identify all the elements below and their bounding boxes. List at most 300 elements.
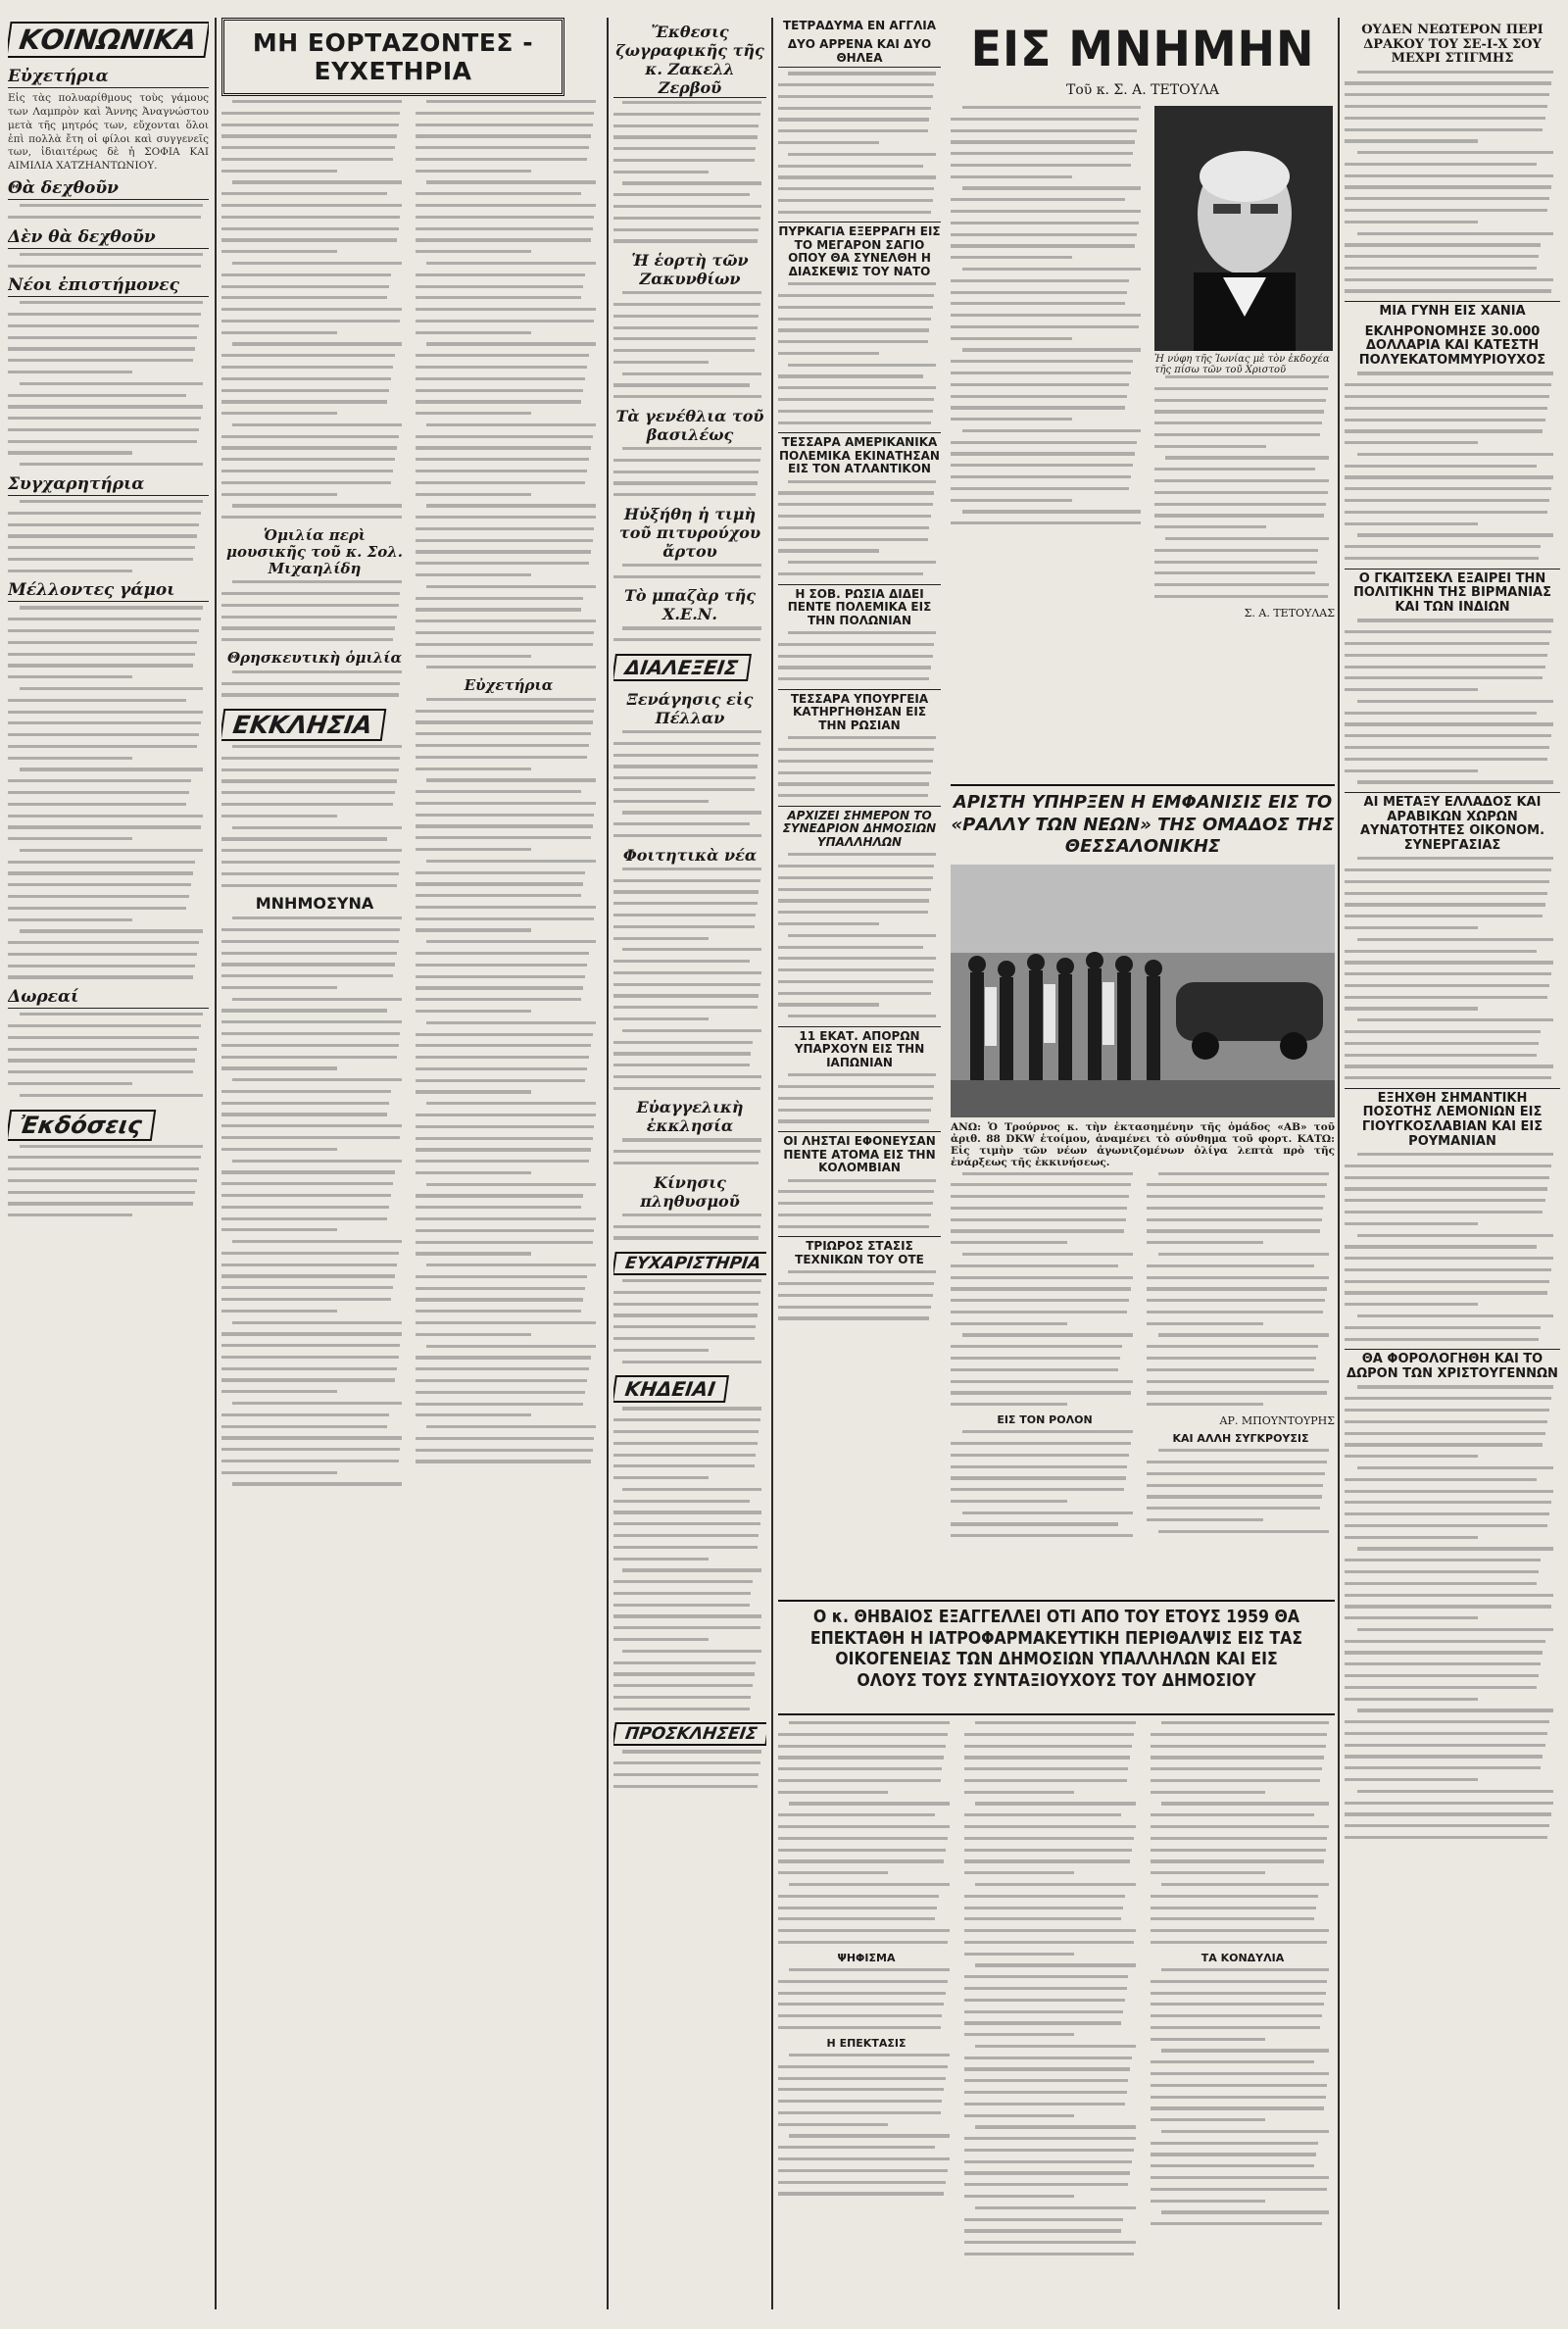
text-line: [1147, 1507, 1320, 1510]
text-line: [1154, 503, 1326, 506]
text-line: [416, 227, 593, 230]
text-line: [221, 1390, 337, 1393]
text-line: [1345, 688, 1478, 691]
text-line: [416, 1379, 587, 1382]
text-line: [20, 1094, 203, 1097]
text-line: [221, 1009, 387, 1012]
text-line: [221, 1460, 399, 1462]
body-text: [1147, 1172, 1335, 1407]
body-text: [778, 1073, 941, 1122]
text-line: [1154, 561, 1317, 564]
text-line: [416, 597, 583, 600]
text-line: [622, 1138, 761, 1141]
text-line: [1151, 2038, 1265, 2041]
text-line: [416, 124, 593, 126]
text-line: [416, 539, 593, 542]
text-line: [1345, 407, 1547, 410]
text-line: [1345, 465, 1537, 468]
text-line: [778, 1202, 933, 1205]
text-line: [613, 337, 756, 340]
column-nameday: [221, 18, 602, 2309]
text-line: [221, 1378, 395, 1381]
text-line: [613, 1511, 761, 1513]
text-line: [778, 876, 933, 879]
text-line: [962, 348, 1141, 351]
headline: Ο ΓΚΑΙΤΣΕΚΛ ΕΞΑΙΡΕΙ ΤΗΝ ΠΟΛΙΤΙΚΗΝ ΤΗΣ ΒΙΡΜΑΝΙΑΣ ΚΑΙ ΤΩΝ ΙΝΔΙΩΝ: [1345, 569, 1560, 616]
text-line: [8, 428, 199, 431]
text-line: [1345, 128, 1543, 131]
text-line: [416, 768, 531, 770]
text-line: [1345, 1303, 1478, 1306]
text-line: [416, 871, 585, 874]
text-line: [416, 756, 587, 759]
text-line: [778, 1907, 937, 1909]
text-line: [416, 1367, 589, 1370]
text-line: [613, 349, 755, 352]
invitations-heading: ΠΡΟΣΚΛΗΣΕΙΣ: [613, 1722, 766, 1746]
text-line: [951, 1465, 1127, 1468]
text-line: [221, 1298, 391, 1301]
text-line: [1345, 1802, 1553, 1805]
text-line: [1357, 1547, 1553, 1550]
rally-image: [951, 865, 1335, 1117]
body-text: [1345, 857, 1560, 1079]
text-line: [951, 1195, 1129, 1198]
text-line: [1147, 1195, 1325, 1198]
text-line: [221, 872, 399, 875]
text-line: [221, 779, 397, 782]
text-line: [1151, 1859, 1324, 1862]
text-line: [8, 803, 186, 806]
text-line: [788, 1179, 936, 1182]
text-line: [1345, 961, 1553, 964]
text-line: [221, 192, 387, 195]
text-line: [1345, 630, 1551, 633]
text-line: [232, 745, 402, 748]
text-line: [1151, 2164, 1314, 2167]
text-line: [416, 238, 591, 241]
text-line: [426, 423, 596, 426]
text-line: [622, 1029, 761, 1032]
text-line: [778, 398, 934, 401]
text-line: [1345, 1490, 1553, 1493]
text-line: [613, 1349, 709, 1352]
text-line: [8, 359, 193, 362]
text-line: [8, 1179, 197, 1182]
section-heading: ΜΝΗΜΟΣΥΝΑ: [255, 894, 374, 914]
text-line: [232, 998, 402, 1001]
text-line: [622, 564, 761, 567]
text-line: [778, 421, 931, 424]
text-line: [1161, 2049, 1329, 2052]
text-line: [951, 372, 1131, 374]
text-line: [221, 308, 402, 311]
text-line: [1345, 1755, 1543, 1758]
text-line: [232, 504, 402, 507]
text-line: [8, 451, 132, 454]
text-line: [613, 1325, 756, 1328]
text-line: [962, 1172, 1134, 1175]
text-line: [416, 296, 581, 299]
text-line: [613, 1672, 755, 1675]
text-line: [221, 693, 399, 696]
subheading: Η ΕΠΕΚΤΑΣΙΣ: [826, 2036, 906, 2050]
text-line: [1345, 1211, 1543, 1214]
text-line: [788, 1073, 936, 1076]
text-line: [1345, 93, 1549, 96]
text-line: [1151, 2003, 1324, 2006]
text-line: [221, 1425, 387, 1428]
text-line: [8, 733, 199, 736]
text-line: [951, 1276, 1133, 1279]
text-line: [1147, 1345, 1318, 1348]
text-line: [613, 1464, 755, 1467]
text-line: [1357, 1234, 1553, 1237]
text-line: [778, 2181, 946, 2184]
text-line: [416, 308, 596, 311]
text-line: [1151, 1825, 1329, 1828]
text-line: [1345, 1605, 1551, 1608]
text-line: [232, 180, 402, 183]
headline: ΤΕΣΣΑΡΑ ΑΜΕΡΙΚΑΝΙΚΑ ΠΟΛΕΜΙΚΑ ΕΚΙΝΑΤΗΣΑΝ ΕΙΣ ΤΟΝ ΑΤΛΑΝΤΙΚΟΝ: [778, 432, 941, 475]
text-line: [778, 1859, 944, 1862]
text-line: [1345, 1432, 1545, 1435]
text-line: [1345, 1651, 1543, 1654]
text-line: [1345, 868, 1551, 871]
body-text: [778, 2054, 955, 2196]
text-line: [1357, 1018, 1553, 1021]
text-line: [221, 1228, 337, 1231]
text-line: [8, 570, 132, 572]
text-line: [1161, 1968, 1329, 1971]
text-line: [1345, 499, 1549, 502]
section-heading: Νέοι ἐπιστήμονες: [8, 275, 209, 297]
text-line: [232, 1482, 402, 1485]
section-heading: Εὐαγγελικὴ ἐκκλησία: [636, 1098, 744, 1136]
text-line: [1147, 1311, 1323, 1313]
text-line: [416, 1391, 585, 1394]
body-text: [613, 291, 766, 398]
text-line: [1151, 1929, 1329, 1932]
text-line: [778, 1849, 946, 1852]
text-line: [964, 1779, 1127, 1782]
text-line: [778, 1119, 929, 1122]
text-line: [221, 592, 400, 595]
text-line: [1345, 117, 1545, 120]
section-heading: Τὰ γενέθλια τοῦ βασιλέως: [615, 406, 764, 444]
text-line: [951, 152, 1133, 155]
text-line: [8, 347, 195, 350]
nameday-title: ΜΗ ΕΟΡΤΑΖΟΝΤΕΣ - ΕΥΧΕΤΗΡΙΑ: [221, 18, 564, 96]
text-line: [8, 815, 203, 818]
portrait-image: [1154, 106, 1333, 351]
headline: ΠΥΡΚΑΓΙΑ ΕΞΕΡΡΑΓΗ ΕΙΣ ΤΟ ΜΕΓΑΡΟΝ ΣΑΓΙΟ ΟΠΟΥ ΘΑ ΣΥΝΕΛΘΗ Η ΔΙΑΣΚΕΨΙΣ ΤΟΥ ΝΑΤΟ: [778, 222, 941, 278]
text-line: [951, 360, 1133, 363]
text-line: [8, 1048, 197, 1051]
text-line: [951, 1380, 1133, 1383]
text-line: [613, 1580, 753, 1583]
text-line: [778, 888, 931, 891]
text-line: [778, 2026, 941, 2029]
headline: ΘΑ ΦΟΡΟΛΟΓΗΘΗ ΚΑΙ ΤΟ ΔΩΡΟΝ ΤΩΝ ΧΡΙΣΤΟΥΓΕΝΝΩΝ: [1345, 1349, 1560, 1381]
text-line: [416, 836, 591, 839]
text-line: [951, 1357, 1120, 1360]
text-line: [1357, 1314, 1553, 1317]
text-line: [1345, 243, 1541, 246]
body-text: [221, 745, 408, 887]
text-line: [221, 757, 400, 760]
text-line: [778, 1756, 944, 1759]
text-line: [8, 534, 197, 537]
text-line: [951, 337, 1072, 340]
text-line: [20, 1013, 203, 1016]
text-line: [8, 1167, 199, 1170]
text-line: [221, 146, 395, 149]
text-line: [1154, 468, 1315, 471]
text-line: [613, 159, 755, 162]
text-line: [221, 124, 399, 126]
text-line: [1345, 1042, 1539, 1045]
text-line: [964, 2021, 1121, 2024]
text-line: [778, 1895, 939, 1898]
text-line: [951, 314, 1141, 317]
text-line: [613, 1684, 753, 1687]
text-line: [1345, 1065, 1553, 1067]
text-line: [221, 285, 389, 288]
text-line: [8, 1036, 199, 1039]
headline: ΔΥΟ ΑΡΡΕΝΑ ΚΑΙ ΔΥΟ ΘΗΛΕΑ: [778, 38, 941, 68]
text-line: [416, 1413, 531, 1416]
text-line: [613, 1052, 751, 1055]
subheading: ΨΗΦΙΣΜΑ: [837, 1951, 896, 1964]
text-line: [778, 1779, 941, 1782]
column-rule: [215, 18, 217, 2309]
healthcare-article: [778, 1721, 1335, 2309]
text-line: [221, 112, 400, 115]
text-line: [622, 372, 761, 375]
text-line: [788, 561, 936, 564]
text-line: [951, 140, 1135, 143]
text-line: [1345, 185, 1551, 188]
body-text: [416, 698, 602, 1463]
text-line: [613, 1162, 759, 1164]
text-line: [962, 106, 1141, 109]
text-line: [778, 1214, 931, 1216]
text-line: [613, 1661, 756, 1664]
text-line: [1345, 1536, 1478, 1539]
text-line: [778, 107, 931, 110]
text-line: [1345, 1524, 1547, 1527]
text-line: [964, 2137, 1136, 2140]
text-line: [951, 1207, 1127, 1210]
text-line: [778, 1941, 948, 1944]
text-line: [1147, 1518, 1263, 1521]
text-line: [221, 331, 337, 334]
text-line: [778, 374, 923, 377]
text-line: [8, 653, 195, 656]
text-line: [613, 1626, 760, 1629]
text-line: [613, 205, 761, 208]
text-line: [613, 1614, 761, 1617]
body-text: [613, 1214, 766, 1240]
body-text: [8, 204, 209, 219]
text-line: [788, 1015, 936, 1017]
text-line: [778, 1733, 948, 1736]
text-line: [1357, 232, 1553, 235]
text-line: [8, 721, 201, 724]
text-line: [613, 1534, 759, 1537]
text-line: [1151, 1745, 1326, 1748]
text-line: [416, 802, 596, 805]
text-line: [232, 1402, 402, 1405]
text-line: [221, 928, 400, 931]
text-line: [8, 417, 201, 420]
body-text: [778, 72, 941, 214]
text-line: [613, 481, 758, 484]
text-line: [951, 222, 1139, 224]
text-line: [622, 447, 761, 450]
text-line: [221, 849, 402, 852]
text-line: [964, 1813, 1121, 1816]
text-line: [964, 1917, 1121, 1920]
text-line: [778, 899, 929, 902]
text-line: [622, 948, 761, 951]
text-line: [221, 1148, 337, 1151]
text-line: [416, 1275, 587, 1278]
text-line: [8, 394, 186, 397]
text-line: [8, 699, 186, 702]
text-line: [1345, 1686, 1537, 1689]
text-line: [951, 1368, 1118, 1371]
text-line: [778, 1282, 934, 1285]
text-line: [221, 134, 397, 137]
text-line: [1147, 1495, 1322, 1498]
text-line: [778, 118, 929, 121]
text-line: [778, 572, 923, 575]
text-line: [8, 837, 132, 840]
body-text: [778, 1968, 955, 2029]
body-text: [778, 1270, 941, 1319]
text-line: [962, 429, 1141, 432]
text-line: [778, 491, 934, 494]
body-text: [613, 626, 766, 641]
text-line: [20, 687, 203, 690]
text-line: [221, 604, 399, 607]
text-line: [613, 395, 761, 398]
text-line: [622, 1214, 761, 1216]
text-line: [221, 366, 393, 369]
memorial-article: [951, 18, 1335, 782]
text-line: [416, 1171, 531, 1174]
body-text: [778, 1179, 941, 1228]
text-line: [1345, 1559, 1541, 1561]
text-line: [778, 2100, 942, 2103]
text-line: [8, 711, 203, 714]
text-line: [788, 282, 936, 285]
text-line: [778, 748, 934, 751]
rally-caption: ΑΝΩ: Ὁ Τρούρνος κ. τὴν ἐκτασημένην τῆς ὁμάδος «ΑΒ» τοῦ ἀριθ. 88 DKW ἑτοίμου, ἀναμένει τὸ σύνθημα τοῦ φορτ. ΚΑΤΩ: Εἰς τιμὴν τῶν νέων ἀγωνιζομένων ὀλίγα λεπτὰ πρὸ τῆς ἐνάρξεως τῆς ἐκκινήσεως.: [951, 1120, 1335, 1168]
text-line: [221, 1310, 337, 1313]
text-line: [613, 1291, 760, 1294]
text-line: [221, 1344, 400, 1347]
text-line: [1147, 1322, 1263, 1325]
text-line: [962, 1511, 1134, 1514]
text-line: [975, 2125, 1136, 2128]
text-line: [1357, 1153, 1553, 1156]
text-line: [778, 328, 929, 331]
text-line: [1345, 255, 1539, 258]
text-line: [426, 940, 596, 943]
text-line: [426, 860, 596, 863]
text-line: [964, 1999, 1125, 2002]
text-line: [613, 147, 756, 150]
text-line: [1154, 549, 1318, 552]
text-line: [221, 470, 393, 472]
text-line: [221, 1206, 389, 1209]
text-line: [778, 306, 933, 309]
text-line: [1147, 1287, 1327, 1290]
text-line: [613, 1442, 758, 1445]
text-line: [622, 1488, 761, 1491]
text-line: [8, 265, 201, 268]
text-line: [789, 1802, 950, 1805]
text-line: [613, 1785, 758, 1788]
text-line: [221, 1124, 402, 1127]
body-text: [613, 447, 766, 496]
text-line: [221, 412, 337, 415]
text-line: [8, 825, 201, 828]
text-line: [951, 1476, 1126, 1479]
text-line: [416, 377, 585, 380]
text-line: [778, 83, 934, 86]
text-line: [416, 331, 531, 334]
text-line: [613, 239, 758, 242]
text-line: [426, 504, 596, 507]
section-heading: Ἡ ἑορτὴ τῶν Ζακυνθίων: [631, 251, 749, 289]
text-line: [221, 768, 399, 771]
text-line: [613, 834, 761, 837]
text-line: [416, 894, 581, 897]
text-line: [221, 1194, 391, 1197]
text-line: [951, 475, 1131, 478]
text-line: [951, 1241, 1067, 1244]
text-line: [964, 1837, 1134, 1840]
text-line: [1151, 1917, 1314, 1920]
text-line: [8, 791, 189, 794]
text-line: [416, 1148, 591, 1151]
text-line: [1345, 666, 1545, 669]
text-line: [778, 782, 929, 785]
text-line: [8, 883, 191, 886]
text-line: [416, 1125, 594, 1128]
main-headline: Ο κ. ΘΗΒΑΙΟΣ ΕΞΑΓΓΕΛΛΕΙ ΟΤΙ ΑΠΟ ΤΟΥ ΕΤΟΥΣ 1959 ΘΑ ΕΠΕΚΤΑΘΗ Η ΙΑΤΡΟΦΑΡΜΑΚΕΥΤΙΚΗ ΠΕΡΙΘΑΛΨΙΣ ΕΙΣ ΤΑΣ ΟΙΚΟΓΕΝΕΙΑΣ ΤΩΝ ΔΗΜΟΣΙΩΝ ΥΠΑΛΛΗΛΩΝ ΚΑΙ ΕΙΣ ΟΛΟΥΣ ΤΟΥΣ ΣΥΝΤΑΞΙΟΥΧΟΥΣ ΤΟΥ ΔΗΜΟΣΙΟΥ: [809, 1608, 1303, 1692]
text-line: [778, 655, 933, 658]
text-line: [1345, 1280, 1549, 1283]
text-line: [613, 1430, 759, 1433]
text-line: [951, 1391, 1131, 1394]
text-line: [613, 1017, 709, 1020]
body-text: [613, 1750, 766, 1788]
text-line: [1357, 372, 1553, 374]
text-line: [1345, 1778, 1478, 1781]
text-line: [20, 606, 203, 609]
text-line: [416, 1287, 585, 1290]
body-text: [8, 253, 209, 268]
text-line: [613, 1087, 760, 1090]
text-line: [951, 395, 1127, 398]
text-line: [416, 975, 585, 978]
text-line: [20, 768, 203, 770]
